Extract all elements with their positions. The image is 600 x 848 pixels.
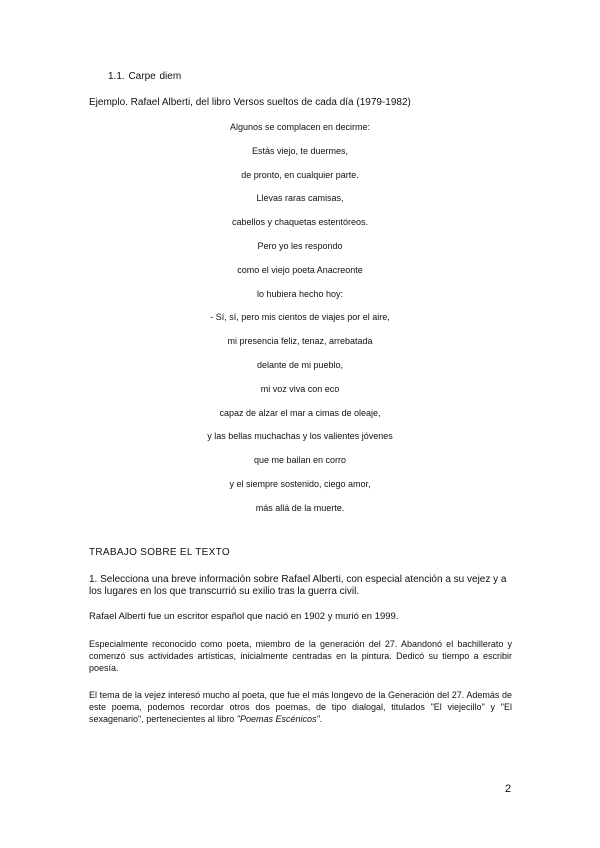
poem-line: mi voz viva con eco	[260, 383, 340, 394]
poem	[90, 121, 510, 526]
poem-line: mi presencia feliz, tenaz, arrebatada	[227, 336, 373, 347]
book-title: "Poemas Escénicos"	[236, 714, 320, 724]
poem-line: más allá de la muerte.	[255, 502, 345, 513]
old-age-paragraph	[89, 689, 512, 725]
question-paragraph: 1. Selecciona una breve información sobre Rafael Alberti, con especial atención a su vejez y a los lugares en los que transcurrió su exilio tras la guerra civil.	[89, 574, 507, 597]
poem-line: Pero yo les respondo	[257, 240, 343, 251]
poem-line: Algunos se complacen en decirme:	[229, 122, 371, 132]
poem-line: de pronto, en cualquier parte.	[241, 169, 359, 180]
old-age-end: .	[319, 714, 323, 724]
biography-paragraph: Especialmente reconocido como poeta, miembro de la generación del 27. Abandonó el bachillerato y comenzó sus actividades artísticas, inicialmente centradas en la pintura. Dedicó su tiempo a escribir poesía.	[89, 639, 512, 673]
poem-line: Estás viejo, te duermes,	[251, 145, 349, 156]
poem-line: lo hubiera hecho hoy:	[256, 288, 344, 299]
poem-line: capaz de alzar el mar a cimas de oleaje,	[219, 407, 381, 418]
poem-line: y el siempre sostenido, ciego amor,	[229, 478, 371, 489]
poem-source-line: Ejemplo. Rafael Alberti, del libro Versos sueltos de cada día (1979-1982)	[89, 97, 411, 108]
birth-death-paragraph: Rafael Alberti fue un escritor español que nació en 1902 y murió en 1999.	[89, 611, 399, 622]
poem-line: - Sí, sí, pero mis cientos de viajes por el aire,	[210, 312, 390, 323]
poem-line: cabellos y chaquetas estentóreos.	[231, 217, 369, 228]
poem-line: y las bellas muchachas y los valientes jóvenes	[207, 431, 393, 442]
poem-line: como el viejo poeta Anacreonte	[237, 264, 363, 275]
poem-line: delante de mi pueblo,	[256, 359, 344, 370]
poem-line: Llevas raras camisas,	[256, 193, 344, 204]
page-number: 2	[505, 783, 512, 795]
task-heading: TRABAJO SOBRE EL TEXTO	[89, 547, 230, 558]
poem-line: que me bailan en corro	[253, 455, 347, 466]
section-heading: 1.1. Carpe diem	[108, 71, 182, 82]
old-age-text: El tema de la vejez interesó mucho al poeta, que fue el más longevo de la Generación del 27. Además de este poema, podemos recordar otros dos poemas, de tipo dialogal, titulados "El viejecillo" y "El sexagenario", pertenecientes al libro	[89, 690, 512, 724]
